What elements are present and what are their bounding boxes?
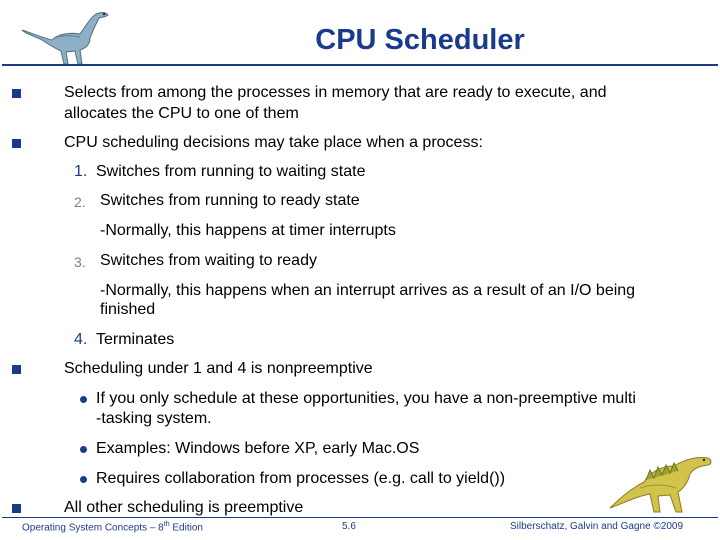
bullet-decisions: CPU scheduling decisions may take place when a process: [64, 134, 483, 151]
round-bullet-icon [80, 446, 87, 453]
square-bullet-icon [12, 139, 21, 148]
bullet-selects-line2: allocates the CPU to one of them [64, 105, 299, 122]
item-running-to-ready: Switches from running to ready state [100, 192, 360, 209]
item-running-to-waiting: Switches from running to waiting state [96, 163, 366, 180]
item-number: 2. [74, 194, 86, 210]
footer-page-number: 5.6 [342, 521, 356, 532]
title-divider [2, 64, 718, 66]
item-number: 1. [74, 163, 88, 180]
dinosaur-logo-icon [18, 4, 118, 68]
item-waiting-to-ready: Switches from waiting to ready [100, 252, 317, 269]
note-timer-interrupts: -Normally, this happens at timer interrupts [100, 222, 396, 239]
sub-bullet-examples: Examples: Windows before XP, early Mac.OS [96, 440, 420, 457]
round-bullet-icon [80, 476, 87, 483]
footer-divider [2, 517, 718, 518]
round-bullet-icon [80, 396, 87, 403]
footer-authors: Silberschatz, Galvin and Gagne ©2009 [510, 521, 684, 532]
note-io-interrupt-line2: finished [100, 301, 156, 318]
bullet-preemptive: All other scheduling is preemptive [64, 499, 304, 516]
page-title: CPU Scheduler [315, 24, 525, 56]
item-number: 3. [74, 254, 86, 270]
bullet-nonpreemptive: Scheduling under 1 and 4 is nonpreemptive [64, 360, 373, 377]
sub-bullet-collaboration: Requires collaboration from processes (e.g. call to yield()) [96, 470, 506, 487]
item-terminates: Terminates [96, 331, 175, 348]
spiny-dinosaur-icon [604, 438, 716, 518]
note-io-interrupt-line1: -Normally, this happens when an interrupt arrives as a result of an I/O being [100, 282, 636, 299]
item-number: 4. [74, 331, 88, 348]
square-bullet-icon [12, 365, 21, 374]
sub-bullet-opportunities-line1: If you only schedule at these opportunities, you have a non-preemptive multi [96, 390, 636, 407]
sub-bullet-opportunities-line2: -tasking system. [96, 410, 212, 427]
bullet-selects-line1: Selects from among the processes in memory that are ready to execute, and [64, 84, 607, 101]
square-bullet-icon [12, 504, 21, 513]
footer-course: Operating System Concepts – 8th Edition [22, 521, 203, 534]
square-bullet-icon [12, 89, 21, 98]
